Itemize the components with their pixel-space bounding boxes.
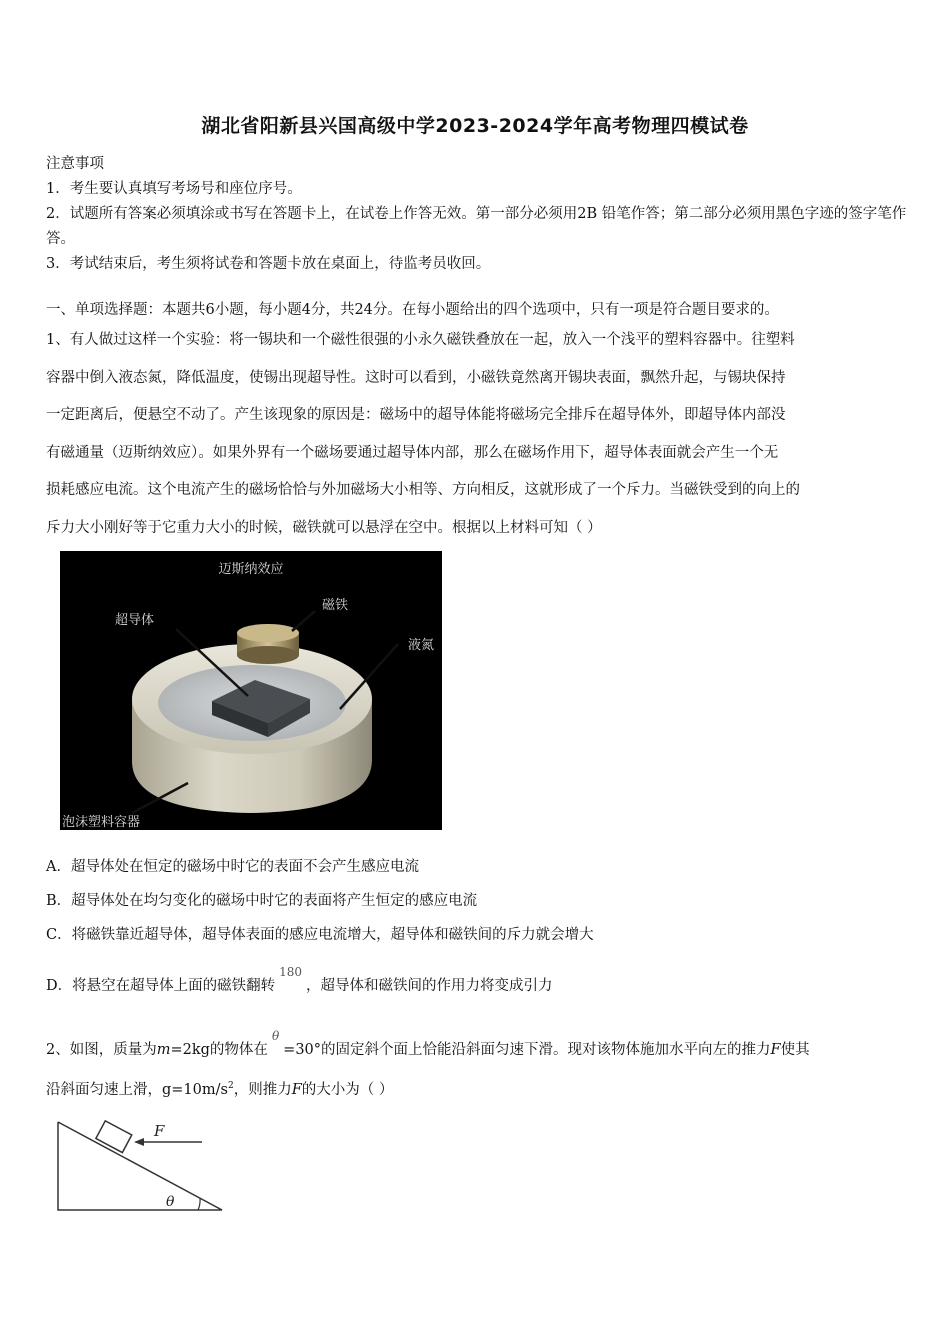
question-line: 有磁通量（迈斯纳效应）。如果外界有一个磁场要通过超导体内部，那么在磁场作用下，超导体表面就会产生一个无 bbox=[46, 444, 779, 461]
meissner-effect-figure bbox=[60, 551, 442, 830]
label-superconductor: 超导体 bbox=[115, 613, 155, 628]
q2-exponent: 2 bbox=[227, 1081, 234, 1092]
q2-text: =30°的固定斜个面上恰能沿斜面匀速下滑。现对该物体施加水平向左的推力 bbox=[283, 1042, 771, 1058]
notice-item: 1．考生要认真填写考场号和座位序号。 bbox=[46, 181, 302, 197]
question-line: 1、有人做过这样一个实验：将一锡块和一个磁性很强的小永久磁铁叠放在一起，放入一个浅平的塑料容器中。往塑料 bbox=[46, 332, 795, 348]
question-line: 斥力大小刚好等于它重力大小的时候，磁铁就可以悬浮在空中。根据以上材料可知（ ） bbox=[46, 519, 602, 536]
q2-text: 沿斜面匀速上滑，g=10m/s bbox=[46, 1082, 228, 1098]
angle-label: θ bbox=[166, 1194, 175, 1210]
notice-block bbox=[46, 152, 908, 277]
option-a: A．超导体处在恒定的磁场中时它的表面不会产生感应电流 bbox=[46, 859, 419, 875]
q2-force-symbol: F bbox=[770, 1042, 781, 1058]
label-liquid-nitrogen: 液氮 bbox=[408, 638, 435, 653]
q2-text: 2、如图，质量为 bbox=[46, 1042, 157, 1058]
label-container: 泡沫塑料容器 bbox=[62, 815, 141, 830]
rotation-angle: 180 bbox=[279, 965, 303, 979]
force-arrow-head bbox=[134, 1138, 144, 1146]
option-d-text: ，超导体和磁铁间的作用力将变成引力 bbox=[306, 978, 553, 994]
question-2-line-1 bbox=[46, 1029, 810, 1059]
block-shape bbox=[96, 1121, 132, 1153]
figure-caption: 迈斯纳效应 bbox=[218, 562, 284, 577]
question-line: 损耗感应电流。这个电流产生的磁场恰恰与外加磁场大小相等、方向相反，这就形成了一个斥力。当磁铁受到的向上的 bbox=[46, 482, 800, 498]
label-magnet: 磁铁 bbox=[322, 598, 349, 613]
notice-heading: 注意事项 bbox=[46, 156, 104, 172]
option-b: B．超导体处在均匀变化的磁场中时它的表面将产生恒定的感应电流 bbox=[46, 893, 478, 909]
question-line: 一定距离后，便悬空不动了。产生该现象的原因是：磁场中的超导体能将磁场完全排斥在超导体外，即超导体内部没 bbox=[46, 407, 786, 423]
q2-text: =2kg的物体在 bbox=[170, 1042, 268, 1058]
page-title: 湖北省阳新县兴国高级中学2023-2024学年高考物理四模试卷 bbox=[201, 115, 749, 137]
notice-item: 3．考试结束后，考生须将试卷和答题卡放在桌面上，待监考员收回。 bbox=[46, 256, 491, 272]
incline-figure bbox=[50, 1112, 240, 1222]
question-line: 容器中倒入液态氮，降低温度，使锡出现超导性。这时可以看到，小磁铁竟然离开锡块表面，飘然升起，与锡块保持 bbox=[46, 369, 786, 386]
q2-text: 的大小为（ ） bbox=[301, 1082, 394, 1098]
q2-mass-symbol: m bbox=[156, 1042, 171, 1058]
question-1-stem bbox=[46, 322, 908, 547]
q2-force-symbol: F bbox=[291, 1082, 302, 1098]
incline-triangle bbox=[58, 1122, 222, 1210]
section-heading: 一、单项选择题：本题共6小题，每小题4分，共24分。在每小题给出的四个选项中，只有一项是符合题目要求的。 bbox=[46, 302, 779, 318]
q2-text: ，则推力 bbox=[233, 1082, 292, 1098]
option-d bbox=[46, 965, 553, 995]
option-d-text: D．将悬空在超导体上面的磁铁翻转 bbox=[46, 978, 276, 994]
q2-angle-symbol: θ bbox=[271, 1029, 280, 1043]
question-2-line-2 bbox=[46, 1078, 393, 1099]
option-c: C．将磁铁靠近超导体，超导体表面的感应电流增大，超导体和磁铁间的斥力就会增大 bbox=[46, 927, 594, 943]
notice-item: 2．试题所有答案必须填涂或书写在答题卡上，在试卷上作答无效。第一部分必须用2B 铅笔作答；第二部分必须用黑色字迹的签字笔作答。 bbox=[46, 206, 907, 247]
force-label: F bbox=[154, 1122, 165, 1140]
q2-text: 使其 bbox=[780, 1042, 810, 1058]
